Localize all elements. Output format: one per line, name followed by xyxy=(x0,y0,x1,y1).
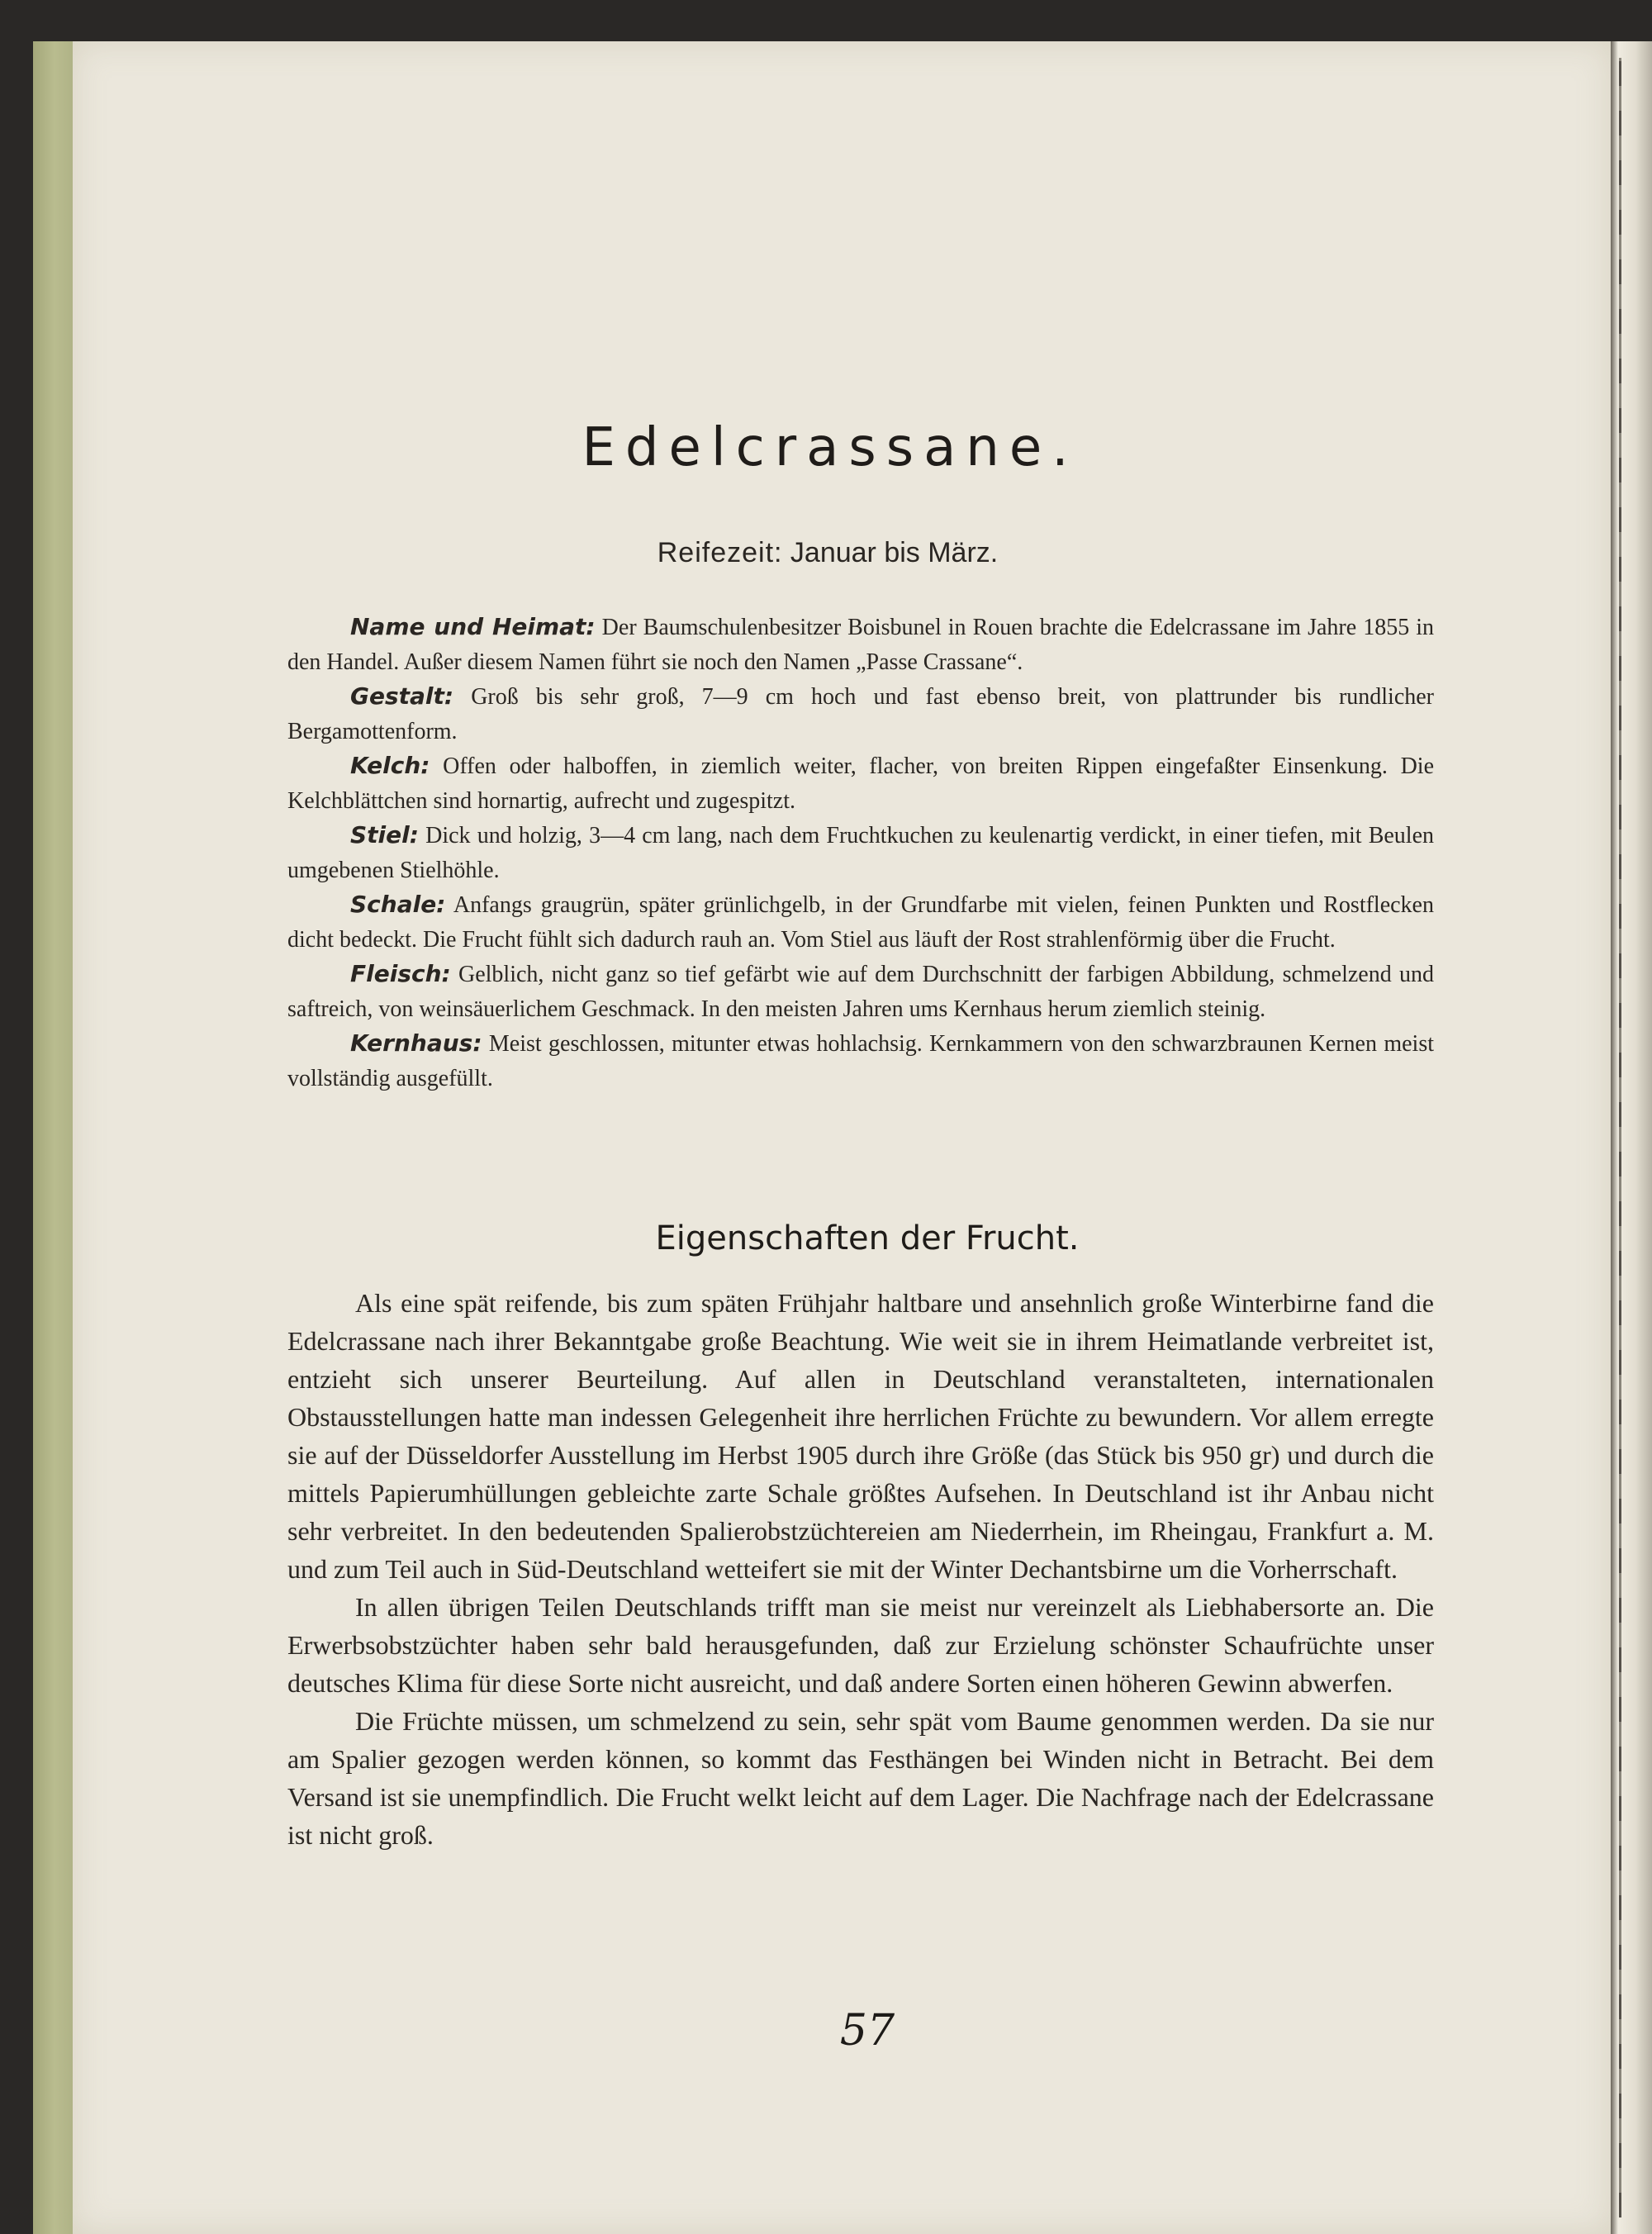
description-text: Groß bis sehr groß, 7—9 cm hoch und fast ebenso breit, von plattrunder bis rundlicher Bergamottenform. xyxy=(287,684,1435,744)
body-paragraph: Die Früchte müssen, um schmelzend zu sein, sehr spät vom Baume genommen werden. Da sie nur am Spalier gezogen werden können, so kommt das Festhängen bei Winden nicht in Betracht. Bei dem Versand ist sie unempfindlich. Die Frucht welkt leicht auf dem Lager. Die Nachfrage nach der Edelcrassane ist nicht groß. xyxy=(287,1706,1434,1850)
description-text: Der Baumschulenbesitzer Boisbunel in Rouen brachte die Edelcrassane im Jahre 1855 in den Handel. Außer diesem Namen führt sie noch den Namen „Passe Crassane“. xyxy=(287,615,1435,675)
description-text: Anfangs graugrün, später grünlichgelb, in der Grundfarbe mit vielen, feinen Punkten und Rostflecken dicht bedeckt. Die Frucht fühlt sich dadurch rauh an. Vom Stiel aus läuft der Rost strahlenförmig über die Frucht. xyxy=(287,892,1434,953)
description-item xyxy=(287,887,1434,957)
description-label: Kernhaus: xyxy=(350,1029,482,1057)
ripening-value: Januar bis März. xyxy=(790,537,999,568)
description-text: Dick und holzig, 3—4 cm lang, nach dem Fruchtkuchen zu keulenartig verdickt, in einer tiefen, mit Beulen umgebenen Stielhöhle. xyxy=(287,823,1435,883)
description-label: Kelch: xyxy=(350,752,430,779)
description-label: Stiel: xyxy=(350,821,419,848)
description-text: Gelblich, nicht ganz so tief gefärbt wie auf dem Durchschnitt der farbigen Abbildung, schmelzend und saftreich, von weinsäuerlichem Geschmack. In den meisten Jahren ums Kernhaus herum ziemlich steinig. xyxy=(287,962,1435,1022)
description-label: Schale: xyxy=(350,891,446,918)
description-item xyxy=(287,749,1434,818)
book-page xyxy=(73,41,1611,2234)
body-paragraph: In allen übrigen Teilen Deutschlands trifft man sie meist nur vereinzelt als Liebhabersorte an. Die Erwerbsobstzüchter haben sehr bald herausgefunden, daß zur Erzielung schönster Schaufrüchte unser deutsches Klima für diese Sorte nicht ausreicht, und daß andere Sorten einen höheren Gewinn abwerfen. xyxy=(287,1592,1434,1698)
description-item xyxy=(287,818,1434,887)
body-paragraph: Als eine spät reifende, bis zum späten Frühjahr haltbare und ansehnlich große Winterbirne fand die Edelcrassane nach ihrer Bekanntgabe große Beachtung. Wie weit sie in ihrem Heimatlande verbreitet ist, entzieht sich unserer Beurteilung. Auf allen in Deutschland veranstalteten, internationalen Obstausstellungen hatte man indessen Gelegenheit ihre herrlichen Früchte zu bewundern. Vor allem erregte sie auf der Düsseldorfer Ausstellung im Herbst 1905 durch ihre Größe (das Stück bis 950 gr) und durch die mittels Papierumhüllungen gebleichte zarte Schale größtes Aufsehen. In Deutschland ist ihr Anbau nicht sehr verbreitet. In den bedeutenden Spalierobstzüchtereien am Niederrhein, im Rheingau, Frankfurt a. M. und zum Teil auch in Süd-Deutschland wetteifert sie mit der Winter Dechantsbirne um die Vorherrschaft. xyxy=(287,1288,1434,1584)
book-spine-edge xyxy=(33,41,76,2234)
description-label: Fleisch: xyxy=(350,960,451,987)
description-text: Meist geschlossen, mitunter etwas hohlachsig. Kernkammern von den schwarzbraunen Kernen meist vollständig ausgefüllt. xyxy=(287,1031,1434,1091)
ripening-label: Reifezeit: xyxy=(657,537,783,568)
description-item xyxy=(287,610,1434,679)
page-stack-edge xyxy=(1611,41,1652,2234)
section-heading: Eigenschaften der Frucht. xyxy=(655,1219,1080,1257)
description-block xyxy=(287,610,1434,1096)
description-text: Offen oder halboffen, in ziemlich weiter, flacher, von breiten Rippen eingefaßter Einsenkung. Die Kelchblättchen sind hornartig, aufrecht und zugespitzt. xyxy=(287,753,1435,814)
page-title: Edelcrassane. xyxy=(582,417,1079,478)
description-item xyxy=(287,1026,1434,1096)
page-number: 57 xyxy=(839,2006,895,2056)
description-item xyxy=(287,679,1434,749)
description-label: Name und Heimat: xyxy=(350,613,596,640)
ripening-time xyxy=(0,537,1652,569)
description-item xyxy=(287,957,1434,1026)
properties-body xyxy=(287,1284,1434,1854)
description-label: Gestalt: xyxy=(350,682,454,710)
